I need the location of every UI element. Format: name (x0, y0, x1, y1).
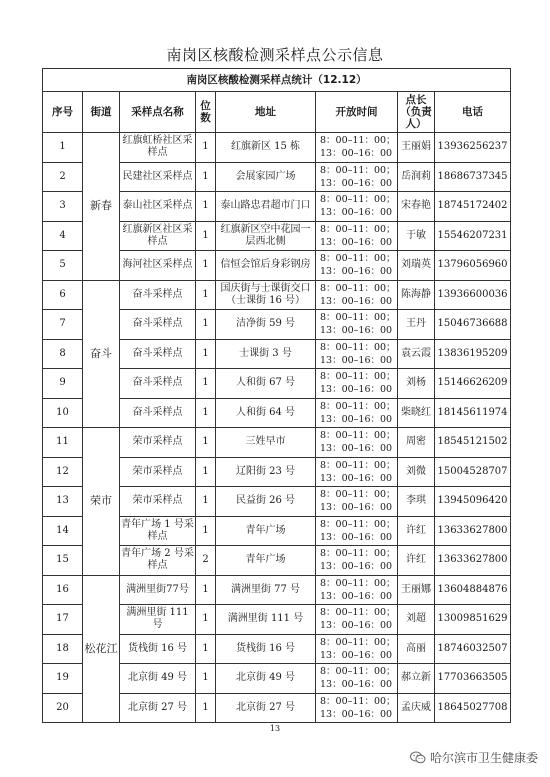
cell-address: 满洲里街 111 号 (216, 605, 316, 635)
header-phone: 电话 (435, 92, 511, 133)
cell-head: 高丽 (398, 634, 435, 664)
cell-street: 松花江 (83, 575, 120, 723)
cell-seq: 7 (43, 310, 83, 340)
cell-address: 青年广场 (216, 546, 316, 576)
hours-line: 8：00–11：00； (320, 459, 396, 471)
cell-phone: 13633627800 (435, 546, 511, 576)
hours-line: 8：00–11：00； (320, 135, 396, 147)
hours-line: 8：00–11：00； (320, 341, 396, 353)
cell-phone: 15546207231 (435, 221, 511, 251)
cell-seq: 2 (43, 162, 83, 192)
cell-count: 1 (196, 664, 216, 694)
header-site: 采样点名称 (120, 92, 196, 133)
cell-site: 荣市采样点 (120, 457, 196, 487)
hours-line: 8：00–11：00； (320, 548, 396, 560)
cell-hours (316, 516, 398, 546)
cell-site: 奋斗采样点 (120, 280, 196, 310)
cell-head: 孟庆威 (398, 693, 435, 723)
hours-line: 8：00–11：00； (320, 518, 396, 530)
cell-seq: 11 (43, 428, 83, 458)
hours-line: 13：00–16：00 (320, 148, 393, 160)
cell-seq: 19 (43, 664, 83, 694)
cell-site: 北京街 27 号 (120, 693, 196, 723)
hours-line: 13：00–16：00 (320, 531, 393, 543)
cell-hours (316, 162, 398, 192)
hours-line: 13：00–16：00 (320, 354, 393, 366)
cell-site: 青年广场 1 号采样点 (120, 516, 196, 546)
cell-phone: 13604884876 (435, 575, 511, 605)
table-row (43, 133, 511, 163)
cell-head: 宋春艳 (398, 192, 435, 222)
cell-count: 1 (196, 310, 216, 340)
cell-phone: 15004528707 (435, 457, 511, 487)
cell-site: 奋斗采样点 (120, 310, 196, 340)
cell-head: 刘瑞英 (398, 251, 435, 281)
cell-phone: 13945096420 (435, 487, 511, 517)
watermark-text: 哈尔滨市卫生健康委 (429, 751, 538, 765)
cell-site: 荣市采样点 (120, 428, 196, 458)
cell-site: 货栈街 16 号 (120, 634, 196, 664)
cell-phone: 13796056960 (435, 251, 511, 281)
cell-head: 王丹 (398, 310, 435, 340)
cell-hours (316, 546, 398, 576)
cell-site: 北京街 49 号 (120, 664, 196, 694)
cell-address: 北京街 27 号 (216, 693, 316, 723)
cell-count: 1 (196, 192, 216, 222)
cell-street: 新春 (83, 133, 120, 281)
cell-seq: 6 (43, 280, 83, 310)
hours-line: 13：00–16：00 (320, 413, 393, 425)
hours-line: 13：00–16：00 (320, 620, 393, 632)
cell-count: 1 (196, 487, 216, 517)
cell-count: 1 (196, 251, 216, 281)
cell-site: 满洲里街77号 (120, 575, 196, 605)
cell-head: 李琪 (398, 487, 435, 517)
sampling-sites-table (42, 68, 511, 723)
cell-hours (316, 428, 398, 458)
cell-count: 1 (196, 280, 216, 310)
cell-hours (316, 487, 398, 517)
cell-count: 1 (196, 457, 216, 487)
hours-line: 8：00–11：00； (320, 666, 396, 678)
table-row (43, 575, 511, 605)
hours-line: 8：00–11：00； (320, 607, 396, 619)
cell-seq: 5 (43, 251, 83, 281)
cell-address: 青年广场 (216, 516, 316, 546)
cell-head: 袁云霞 (398, 339, 435, 369)
table-caption: 南岗区核酸检测采样点统计（12.12） (43, 69, 511, 92)
cell-hours (316, 339, 398, 369)
cell-seq: 20 (43, 693, 83, 723)
cell-phone: 18746032507 (435, 634, 511, 664)
cell-site: 奋斗采样点 (120, 398, 196, 428)
cell-site: 青年广场 2 号采样点 (120, 546, 196, 576)
cell-phone: 18745172402 (435, 192, 511, 222)
cell-hours (316, 133, 398, 163)
hours-line: 13：00–16：00 (320, 177, 393, 189)
cell-address: 货栈街 16 号 (216, 634, 316, 664)
wechat-icon (410, 751, 426, 764)
hours-line: 8：00–11：00； (320, 695, 396, 707)
hours-line: 13：00–16：00 (320, 472, 393, 484)
cell-phone: 18145611974 (435, 398, 511, 428)
cell-hours (316, 280, 398, 310)
cell-site: 荣市采样点 (120, 487, 196, 517)
header-hours: 开放时间 (316, 92, 398, 133)
cell-phone: 18545121502 (435, 428, 511, 458)
hours-line: 13：00–16：00 (320, 679, 393, 691)
watermark (410, 749, 538, 766)
hours-line: 13：00–16：00 (320, 384, 393, 396)
cell-address: 信恒会馆后身彩钢房 (216, 251, 316, 281)
header-head: 点长（负责人） (398, 92, 435, 133)
hours-line: 13：00–16：00 (320, 561, 393, 573)
cell-count: 1 (196, 369, 216, 399)
cell-head: 许红 (398, 546, 435, 576)
cell-hours (316, 634, 398, 664)
table-row (43, 280, 511, 310)
page-title: 南岗区核酸检测采样点公示信息 (166, 46, 384, 64)
cell-site: 满洲里街 111 号 (120, 605, 196, 635)
cell-head: 周密 (398, 428, 435, 458)
cell-seq: 15 (43, 546, 83, 576)
cell-head: 刘微 (398, 457, 435, 487)
hours-line: 8：00–11：00； (320, 489, 396, 501)
cell-address: 洁净街 59 号 (216, 310, 316, 340)
cell-seq: 12 (43, 457, 83, 487)
cell-address: 国庆街与士课街交口（士课街 16 号） (216, 280, 316, 310)
cell-site: 红旗新区社区采样点 (120, 221, 196, 251)
cell-seq: 8 (43, 339, 83, 369)
hours-line: 13：00–16：00 (320, 207, 393, 219)
cell-head: 于敏 (398, 221, 435, 251)
cell-site: 奋斗采样点 (120, 369, 196, 399)
cell-address: 三姓早市 (216, 428, 316, 458)
cell-head: 刘杨 (398, 369, 435, 399)
hours-line: 8：00–11：00； (320, 253, 396, 265)
cell-hours (316, 192, 398, 222)
cell-hours (316, 398, 398, 428)
cell-site: 民建社区采样点 (120, 162, 196, 192)
cell-count: 1 (196, 605, 216, 635)
cell-hours (316, 457, 398, 487)
cell-count: 1 (196, 398, 216, 428)
cell-site: 泰山社区采样点 (120, 192, 196, 222)
cell-seq: 9 (43, 369, 83, 399)
cell-phone: 13836195209 (435, 339, 511, 369)
cell-phone: 15146626209 (435, 369, 511, 399)
cell-head: 王丽娜 (398, 575, 435, 605)
hours-line: 13：00–16：00 (320, 502, 393, 514)
cell-hours (316, 310, 398, 340)
hours-line: 13：00–16：00 (320, 266, 393, 278)
hours-line: 8：00–11：00； (320, 400, 396, 412)
cell-seq: 18 (43, 634, 83, 664)
cell-count: 2 (196, 546, 216, 576)
cell-head: 王丽娟 (398, 133, 435, 163)
cell-phone: 13936256237 (435, 133, 511, 163)
header-count: 位数 (196, 92, 216, 133)
cell-seq: 3 (43, 192, 83, 222)
cell-count: 1 (196, 339, 216, 369)
hours-line: 8：00–11：00； (320, 194, 396, 206)
cell-count: 1 (196, 634, 216, 664)
hours-line: 13：00–16：00 (320, 649, 393, 661)
cell-head: 陈海静 (398, 280, 435, 310)
cell-hours (316, 693, 398, 723)
cell-seq: 13 (43, 487, 83, 517)
cell-count: 1 (196, 162, 216, 192)
cell-address: 红旗新区空中花园一层西北侧 (216, 221, 316, 251)
cell-count: 1 (196, 575, 216, 605)
cell-address: 红旗新区 15 栋 (216, 133, 316, 163)
hours-line: 13：00–16：00 (320, 708, 393, 720)
cell-address: 人和街 67 号 (216, 369, 316, 399)
cell-hours (316, 664, 398, 694)
cell-address: 民益街 26 号 (216, 487, 316, 517)
cell-street: 荣市 (83, 428, 120, 576)
hours-line: 8：00–11：00； (320, 636, 396, 648)
page-number: 13 (269, 724, 281, 733)
cell-address: 士课街 3 号 (216, 339, 316, 369)
cell-phone: 13633627800 (435, 516, 511, 546)
hours-line: 13：00–16：00 (320, 443, 393, 455)
cell-phone: 18645027708 (435, 693, 511, 723)
cell-count: 1 (196, 221, 216, 251)
cell-seq: 1 (43, 133, 83, 163)
cell-head: 刘超 (398, 605, 435, 635)
cell-phone: 13009851629 (435, 605, 511, 635)
cell-head: 柴晓红 (398, 398, 435, 428)
table-row (43, 428, 511, 458)
cell-site: 红旗虹桥社区采样点 (120, 133, 196, 163)
cell-hours (316, 221, 398, 251)
cell-head: 郝立新 (398, 664, 435, 694)
cell-hours (316, 575, 398, 605)
cell-address: 满洲里街 77 号 (216, 575, 316, 605)
table-body (43, 133, 511, 723)
cell-count: 1 (196, 516, 216, 546)
cell-site: 奋斗采样点 (120, 339, 196, 369)
hours-line: 8：00–11：00； (320, 223, 396, 235)
hours-line: 8：00–11：00； (320, 164, 396, 176)
cell-address: 辽阳街 23 号 (216, 457, 316, 487)
cell-count: 1 (196, 693, 216, 723)
cell-address: 北京街 49 号 (216, 664, 316, 694)
header-street: 街道 (83, 92, 120, 133)
cell-phone: 13936600036 (435, 280, 511, 310)
cell-phone: 15046736688 (435, 310, 511, 340)
cell-hours (316, 369, 398, 399)
cell-address: 人和街 64 号 (216, 398, 316, 428)
hours-line: 8：00–11：00； (320, 282, 396, 294)
cell-address: 泰山路忠君超市门口 (216, 192, 316, 222)
cell-head: 许红 (398, 516, 435, 546)
hours-line: 8：00–11：00； (320, 312, 396, 324)
header-seq: 序号 (43, 92, 83, 133)
hours-line: 13：00–16：00 (320, 325, 393, 337)
cell-head: 岳润莉 (398, 162, 435, 192)
hours-line: 8：00–11：00； (320, 577, 396, 589)
cell-seq: 17 (43, 605, 83, 635)
header-address: 地址 (216, 92, 316, 133)
hours-line: 13：00–16：00 (320, 295, 393, 307)
hours-line: 8：00–11：00； (320, 371, 396, 383)
hours-line: 8：00–11：00； (320, 430, 396, 442)
cell-seq: 16 (43, 575, 83, 605)
hours-line: 13：00–16：00 (320, 590, 393, 602)
cell-seq: 10 (43, 398, 83, 428)
cell-site: 海河社区采样点 (120, 251, 196, 281)
hours-line: 13：00–16：00 (320, 236, 393, 248)
cell-phone: 18686737345 (435, 162, 511, 192)
cell-hours (316, 251, 398, 281)
cell-phone: 17703663505 (435, 664, 511, 694)
cell-seq: 4 (43, 221, 83, 251)
cell-address: 会展家园广场 (216, 162, 316, 192)
cell-count: 1 (196, 133, 216, 163)
cell-seq: 14 (43, 516, 83, 546)
cell-hours (316, 605, 398, 635)
cell-count: 1 (196, 428, 216, 458)
cell-street: 奋斗 (83, 280, 120, 428)
